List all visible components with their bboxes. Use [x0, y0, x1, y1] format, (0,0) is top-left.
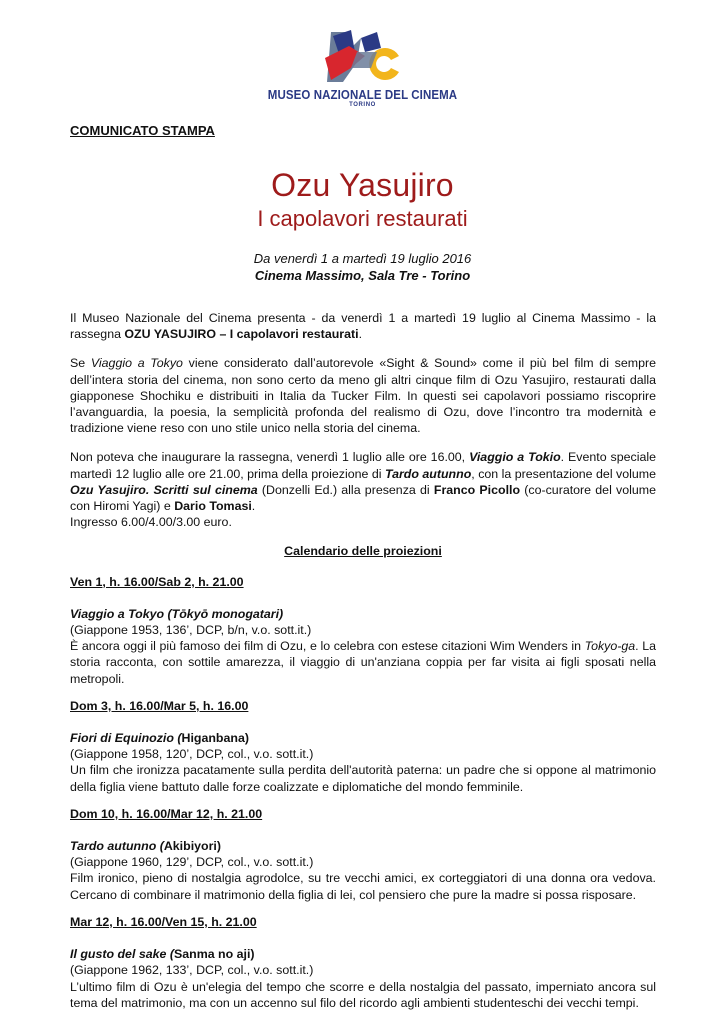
screening-schedule: Ven 1, h. 16.00/Sab 2, h. 21.00 [70, 574, 244, 589]
film-title-it: Tardo autunno ( [70, 839, 164, 854]
release-body [70, 310, 656, 1022]
film-title-it: Fiori di Equinozio ( [70, 731, 182, 746]
page-subtitle: I capolavori restaurati [257, 206, 468, 231]
screening-entry [70, 806, 656, 903]
page-title: Ozu Yasujiro [271, 167, 454, 203]
events-text-2: . Evento speciale martedì 12 luglio alle ore 21.00, prima della proiezione di [70, 450, 656, 481]
screening-entry [70, 914, 656, 1011]
film-ref: Viaggio a Tokyo [90, 356, 183, 371]
screening-schedule: Dom 10, h. 16.00/Mar 12, h. 21.00 [70, 806, 263, 821]
museum-city: TORINO [349, 102, 376, 108]
film-info: (Giappone 1958, 120’, DCP, col., v.o. sott.it.) [70, 747, 314, 762]
intro-paragraph [70, 310, 656, 342]
film-title [70, 946, 656, 962]
film-title-it: Il gusto del sake ( [70, 947, 174, 962]
calendar-title: Calendario delle proiezioni [284, 544, 442, 559]
press-release-label: COMUNICATO STAMPA [70, 123, 215, 138]
film-title [70, 606, 656, 622]
special-film: Tardo autunno [384, 466, 472, 481]
guest-2: Dario Tomasi [174, 499, 252, 514]
desc-text: Se [70, 356, 91, 371]
events-text-end: . [251, 499, 256, 514]
museum-name: MUSEO NAZIONALE DEL CINEMA [267, 88, 458, 102]
event-venue: Cinema Massimo, Sala Tre - Torino [254, 268, 471, 283]
event-dates: Da venerdì 1 a martedì 19 luglio 2016 [253, 251, 472, 266]
screening-entry [70, 698, 656, 795]
film-info: (Giappone 1962, 133’, DCP, col., v.o. sott.it.) [70, 963, 314, 978]
film-desc-a: È ancora oggi il più famoso dei film di Ozu, e lo celebra con estese citazioni Wim Wenders in [70, 639, 585, 654]
events-text-4: (Donzelli Ed.) alla presenza di [257, 482, 434, 497]
film-title-jp: Higanbana) [181, 731, 249, 746]
film-desc-c: . La storia racconta, con sottile amarezza, il viaggio di un'anziana coppia per far visita ai figli sposati nella metropoli. [70, 639, 657, 686]
film-description: L’ultimo film di Ozu è un'elegia del tempo che scorre e della nostalgia del passato, imperniato ancora sul tema del matrimonio, ma con un accenno sul filo del ricordo agli ambienti studenteschi dei vecchi tempi. [70, 979, 656, 1010]
film-title [70, 838, 656, 854]
ticket-price: Ingresso 6.00/4.00/3.00 euro. [70, 515, 232, 530]
film-description [70, 638, 656, 687]
film-title-jp: Akibiyori) [163, 839, 221, 854]
desc-text-rest: viene considerato dall’autorevole «Sight & Sound» come il più bel film di sempre dell’intera storia del cinema, non sono certo da meno gli altri cinque film di Ozu Yasujiro, restaurati dalla giapponese Shochiku e distribuiti in Italia da Tucker Film. In questi sei capolavori possiamo riscoprire l’avanguardia, la poesia, la semplicità profonda del realismo di Ozu, dove l’incontro tra modernità e tradizione viene reso con uno stile unico nella storia del cinema. [70, 356, 656, 436]
film-info: (Giappone 1960, 129’, DCP, col., v.o. sott.it.) [70, 855, 314, 870]
intro-end: . [358, 327, 363, 342]
film-desc-b: Tokyo-ga [584, 639, 636, 654]
museum-logo-mark [321, 22, 405, 86]
book-title: Ozu Yasujiro. Scritti sul cinema [70, 482, 258, 497]
events-text-5: (co-curatore del volume con Hiromi Yagi) e [70, 482, 656, 514]
guest-1: Franco Picollo [433, 482, 521, 497]
film-description: Un film che ironizza pacatamente sulla perdita dell'autorità paterna: un padre che si oppone al matrimonio della figlia viene battuto dalle forze coalizzate e diplomatiche del mondo femminile. [70, 763, 656, 794]
opening-film: Viaggio a Tokio [469, 450, 561, 465]
screening-schedule: Dom 3, h. 16.00/Mar 5, h. 16.00 [70, 698, 249, 713]
film-description: Film ironico, pieno di nostalgia agrodolce, su tre vecchi amici, ex corteggiatori di una donna ora vedova. Cercano di combinare il matrimonio della figlia di lei, col pensiero che pure la madre si possa risposare. [70, 871, 656, 902]
intro-text: Il Museo Nazionale del Cinema presenta - da venerdì 1 a martedì 19 luglio al Cinema Massimo - la rassegna [70, 311, 656, 342]
museum-logo [0, 22, 725, 108]
events-text: Non poteva che inaugurare la rassegna, venerdì 1 luglio alle ore 16.00, [70, 450, 470, 465]
screening-schedule: Mar 12, h. 16.00/Ven 15, h. 21.00 [70, 914, 257, 929]
film-title-jp: Sanma no aji) [173, 947, 255, 962]
events-paragraph [70, 449, 656, 514]
description-paragraph [70, 355, 656, 436]
events-text-3: , con la presentazione del volume [471, 466, 656, 481]
film-title [70, 730, 656, 746]
event-dates-block [0, 250, 725, 284]
series-name: OZU YASUJIRO – I capolavori restaurati [124, 327, 359, 342]
film-info: (Giappone 1953, 136’, DCP, b/n, v.o. sott.it.) [70, 623, 312, 638]
screening-entry [70, 574, 656, 687]
film-title-it: Viaggio a Tokyo (Tōkyō monogatari) [70, 606, 284, 621]
